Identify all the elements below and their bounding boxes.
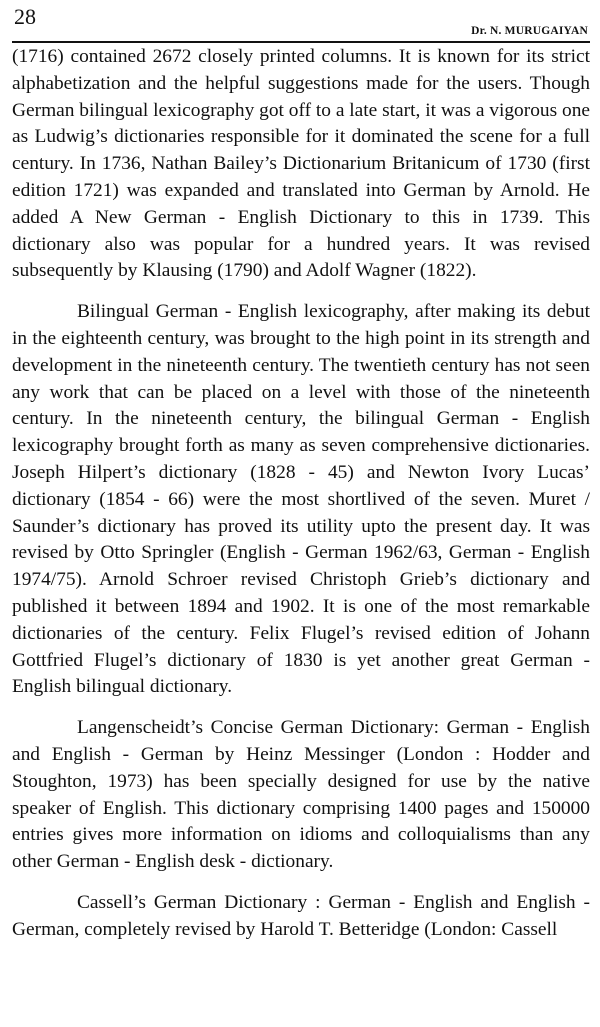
paragraph-4: Cassell’s German Dictionary : German - English and English - German, completely revised by Harold T. Betteridge (London: Cassell bbox=[12, 891, 590, 940]
page-header bbox=[0, 0, 600, 48]
page-number: 28 bbox=[14, 4, 36, 29]
running-head-author: Dr. N. MURUGAIYAN bbox=[471, 25, 588, 37]
body-text bbox=[12, 44, 590, 944]
paragraph-2: Bilingual German - English lexicography, after making its debut in the eighteenth century, was brought to the high point in its strength and development in the nineteenth century. The twentieth century has not seen any work that can be placed on a level with those of the nineteenth century. In the nineteenth century, the bilingual German - English lexicography brought forth as many as seven comprehensive dictionaries. Joseph Hilpert’s dictionary (1828 - 45) and Newton Ivory Lucas’ dictionary (1854 - 66) were the most shortlived of the seven. Muret / Saunder’s dictionary has proved its utility upto the present day. It was revised by Otto Springler (English - German 1962/63, German - English 1974/75). Arnold Schroer revised Christoph Grieb’s dictionary and published it between 1894 and 1902. It is one of the most remarkable dictionaries of the century. Felix Flugel’s revised edition of Johann Gottfried Flugel’s dictionary of 1830 is yet another great German - English bilingual dictionary. bbox=[12, 301, 590, 698]
header-rule bbox=[12, 41, 590, 43]
paragraph-1: (1716) contained 2672 closely printed columns. It is known for its strict alphabetization and the helpful suggestions made for the users. Though German bilingual lexicography got off to a late start, it was a vigorous one as Ludwig’s dictionaries responsible for it dominated the scene for a full century. In 1736, Nathan Bailey’s Dictionarium Britanicum of 1730 (first edition 1721) was expanded and translated into German by Arnold. He added A New German - English Dictionary to this in 1739. This dictionary also was popular for a hundred years. It was revised subsequently by Klausing (1790) and Adolf Wagner (1822). bbox=[12, 46, 590, 282]
paragraph-3: Langenscheidt’s Concise German Dictionary: German - English and English - German by Heinz Messinger (London : Hodder and Stoughton, 1973) has been specially designed for use by the native speaker of English. This dictionary comprising 1400 pages and 150000 entries gives more information on idioms and colloquialisms than any other German - English desk - dictionary. bbox=[12, 717, 590, 873]
